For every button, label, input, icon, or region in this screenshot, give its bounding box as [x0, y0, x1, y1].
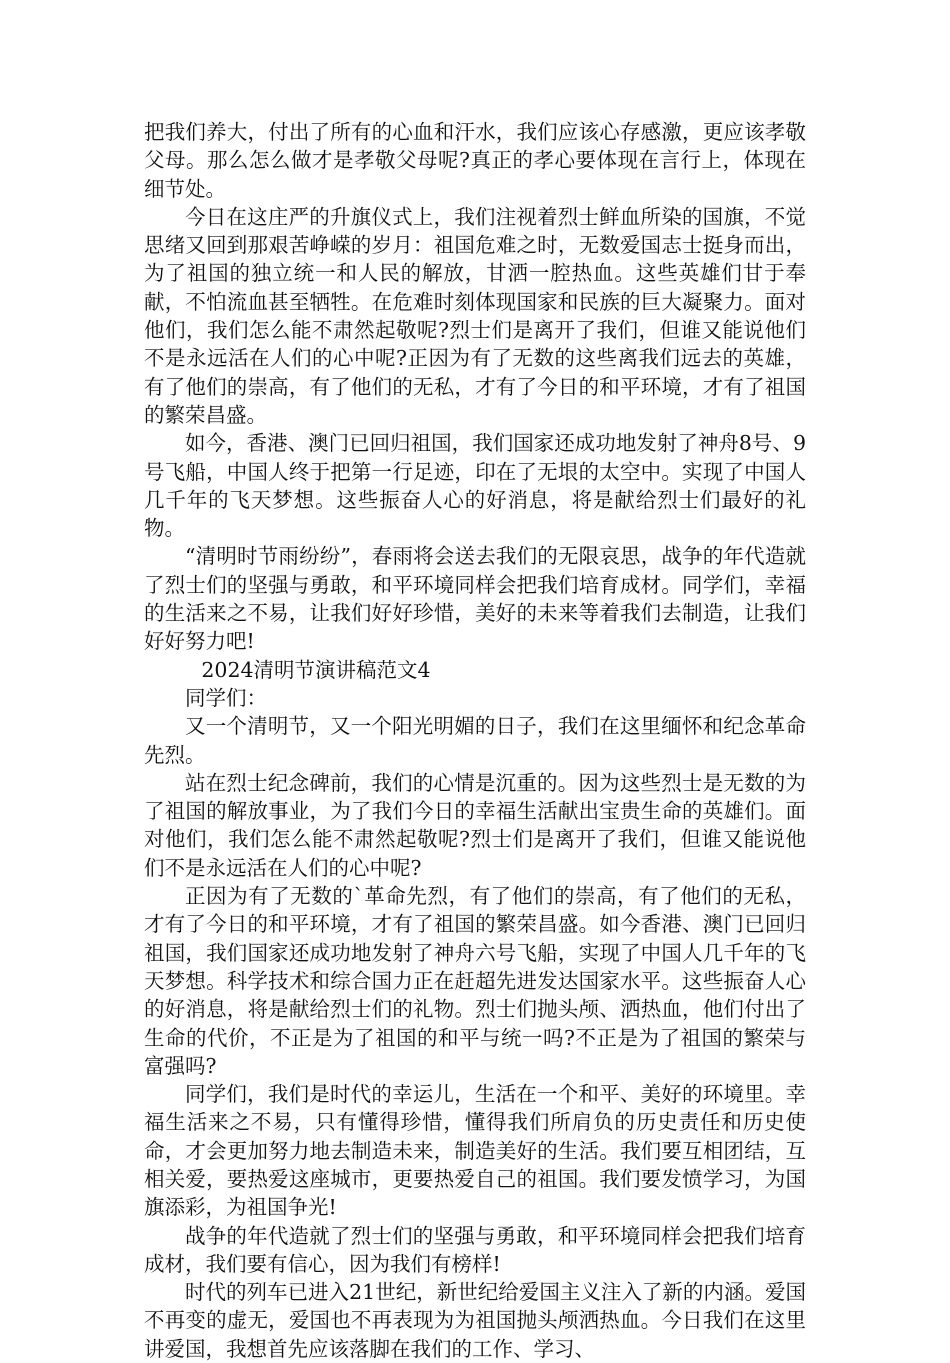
paragraph-new-century: 时代的列车已进入21世纪，新世纪给爱国主义注入了新的内涵。爱国不再变的虚无，爱国也不再表现为为祖国抛头颅洒热血。今日我们在这里讲爱国，我想首先应该落脚在我们的工作、学习、 [144, 1280, 806, 1361]
document-body [144, 118, 806, 1363]
paragraph-monument: 站在烈士纪念碑前，我们的心情是沉重的。因为这些烈士是无数的为了祖国的解放事业，为了我们今日的幸福生活献出宝贵生命的英雄们。面对他们，我们怎么能不肃然起敬呢?烈士们是离开了我们，但谁又能说他们不是永远活在人们的心中呢? [144, 770, 806, 880]
paragraph-continued: 把我们养大，付出了所有的心血和汗水，我们应该心存感激，更应该孝敬父母。那么怎么做才是孝敬父母呢?真正的孝心要体现在言行上，体现在细节处。 [144, 120, 806, 201]
paragraph-hongkong-macau: 如今，香港、澳门已回归祖国，我们国家还成功地发射了神舟8号、9号飞船，中国人终于把第一行足迹，印在了无垠的太空中。实现了中国人几千年的飞天梦想。这些振奋人心的好消息，将是献给烈士们最好的礼物。 [144, 431, 806, 541]
paragraph-lucky-generation: 同学们，我们是时代的幸运儿，生活在一个和平、美好的环境里。幸福生活来之不易，只有懂得珍惜，懂得我们所肩负的历史责任和历史使命，才会更加努力地去制造未来，制造美好的生活。我们要互相团结，互相关爱，要热爱这座城市，更要热爱自己的祖国。我们要发愤学习，为国旗添彩，为祖国争光! [144, 1082, 806, 1220]
section-heading: 2024清明节演讲稿范文4 [201, 657, 431, 682]
paragraph-flag-ceremony: 今日在这庄严的升旗仪式上，我们注视着烈士鲜血所染的国旗，不觉思绪又回到那艰苦峥嵘的岁月：祖国危难之时，无数爱国志士挺身而出，为了祖国的独立统一和人民的解放，甘洒一腔热血。这些英雄们甘于奉献，不怕流血甚至牺牲。在危难时刻体现国家和民族的巨大凝聚力。面对他们，我们怎么能不肃然起敬呢?烈士们是离开了我们，但谁又能说他们不是永远活在人们的心中呢?正因为有了无数的这些离我们远去的英雄，有了他们的崇高，有了他们的无私，才有了今日的和平环境，才有了祖国的繁荣昌盛。 [144, 204, 806, 427]
paragraph-revolutionary-martyrs: 正因为有了无数的`革命先烈，有了他们的崇高，有了他们的无私，才有了今日的和平环境，才有了祖国的繁荣昌盛。如今香港、澳门已回归祖国，我们国家还成功地发射了神舟六号飞船，实现了中国人几千年的飞天梦想。科学技术和综合国力正在赶超先进发达国家水平。这些振奋人心的好消息，将是献给烈士们的礼物。烈士们抛头颅、洒热血，他们付出了生命的代价，不正是为了祖国的和平与统一吗?不正是为了祖国的繁荣与富强吗? [144, 884, 806, 1078]
salutation: 同学们： [185, 685, 267, 710]
paragraph-war-years: 战争的年代造就了烈士们的坚强与勇敢，和平环境同样会把我们培育成材，我们要有信心，因为我们有榜样! [144, 1223, 806, 1276]
paragraph-qingming-rain: “清明时节雨纷纷”，春雨将会送去我们的无限哀思，战争的年代造就了烈士们的坚强与勇敢，和平环境同样会把我们培育成材。同学们，幸福的生活来之不易，让我们好好珍惜，美好的未来等着我们去制造，让我们好好努力吧! [144, 544, 806, 654]
paragraph-another-qingming: 又一个清明节，又一个阳光明媚的日子，我们在这里缅怀和纪念革命先烈。 [144, 714, 806, 767]
